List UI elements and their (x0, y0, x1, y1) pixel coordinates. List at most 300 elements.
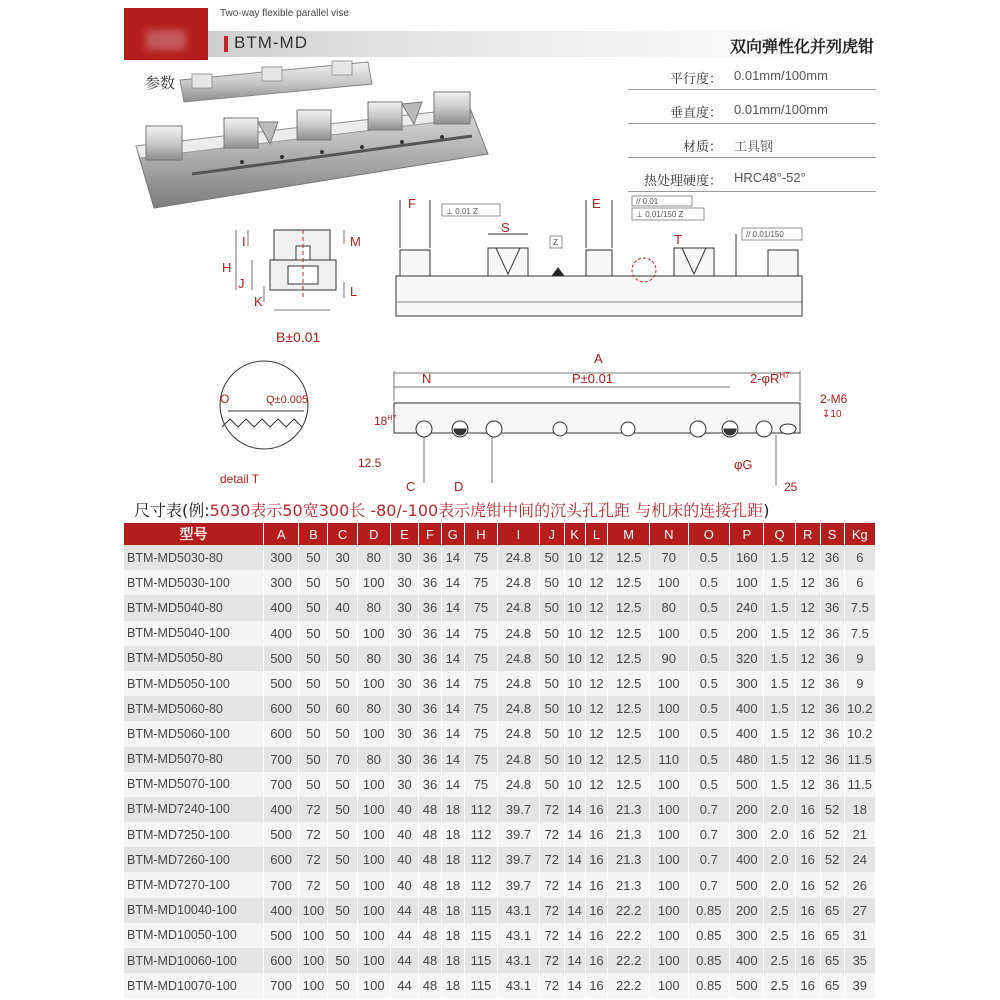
cell-value: 0.5 (688, 595, 730, 620)
cell-value: 50 (299, 721, 328, 746)
cell-value: 75 (464, 545, 497, 570)
column-header-k: K (564, 523, 585, 545)
cell-value: 50 (328, 847, 357, 872)
front-elevation (396, 200, 802, 316)
cell-value: 43.1 (498, 973, 540, 998)
detail-t-caption: detail T (220, 472, 260, 486)
cell-value: 16 (795, 822, 820, 847)
dim-25-label: 25 (784, 480, 798, 494)
cell-value: 14 (441, 646, 464, 671)
cell-value: 75 (464, 595, 497, 620)
cell-value: 14 (441, 570, 464, 595)
cell-value: 100 (357, 721, 390, 746)
cell-value: 500 (263, 822, 298, 847)
cell-value: 50 (299, 696, 328, 721)
cell-value: 50 (299, 646, 328, 671)
cell-value: 50 (328, 772, 357, 797)
cell-model: BTM-MD5030-100 (124, 570, 263, 595)
cell-value: 240 (730, 595, 764, 620)
cell-value: 12 (795, 671, 820, 696)
cell-value: 24 (844, 847, 875, 872)
cell-value: 100 (357, 973, 390, 998)
cell-model: BTM-MD10060-100 (124, 948, 263, 973)
cell-value: 24.8 (498, 671, 540, 696)
cell-value: 16 (795, 872, 820, 897)
cell-value: 0.5 (688, 696, 730, 721)
cell-value: 100 (650, 898, 689, 923)
cell-value: 14 (564, 822, 585, 847)
cell-value: 31 (844, 923, 875, 948)
cell-value: 12.5 (608, 747, 650, 772)
cell-model: BTM-MD7250-100 (124, 822, 263, 847)
cell-value: 52 (820, 797, 844, 822)
cell-value: 100 (299, 898, 328, 923)
cell-value: 36 (419, 721, 442, 746)
cell-value: 65 (820, 898, 844, 923)
cell-value: 16 (795, 923, 820, 948)
cell-value: 36 (820, 621, 844, 646)
dim-12-5-label: 12.5 (358, 456, 382, 470)
cell-value: 160 (730, 545, 764, 570)
cell-value: 30 (390, 646, 418, 671)
column-header-l: L (585, 523, 608, 545)
column-header-model: 型号 (124, 523, 263, 545)
cell-value: 72 (539, 973, 564, 998)
cell-value: 100 (357, 948, 390, 973)
cell-value: 500 (263, 923, 298, 948)
spec-value: 0.01mm/100mm (734, 68, 828, 83)
cell-value: 18 (441, 797, 464, 822)
table-row (124, 923, 876, 948)
tol-perpendicular: ⊥ 0.01 Z (446, 207, 478, 216)
dim-E-label: E (592, 196, 601, 211)
cell-value: 700 (263, 747, 298, 772)
cell-value: 36 (419, 772, 442, 797)
dim-M-label: M (350, 234, 361, 249)
cell-value: 480 (730, 747, 764, 772)
cell-value: 0.7 (688, 822, 730, 847)
dim-K-label: K (254, 294, 263, 309)
cell-value: 75 (464, 671, 497, 696)
column-header-kg: Kg (844, 523, 875, 545)
spec-value: 0.01mm/100mm (734, 102, 828, 117)
table-row (124, 898, 876, 923)
cell-value: 18 (441, 973, 464, 998)
cell-value: 16 (585, 923, 608, 948)
column-header-b: B (299, 523, 328, 545)
column-header-c: C (328, 523, 357, 545)
cell-value: 10 (564, 671, 585, 696)
cell-value: 16 (795, 797, 820, 822)
cell-value: 24.8 (498, 721, 540, 746)
cell-value: 14 (441, 747, 464, 772)
cell-value: 50 (328, 671, 357, 696)
cell-value: 12 (585, 671, 608, 696)
cell-value: 12 (795, 595, 820, 620)
cell-value: 70 (328, 747, 357, 772)
cell-value: 10 (564, 595, 585, 620)
cell-value: 2.5 (764, 898, 795, 923)
cell-value: 72 (539, 898, 564, 923)
cell-value: 14 (564, 898, 585, 923)
cell-model: BTM-MD5050-100 (124, 671, 263, 696)
cell-value: 72 (539, 822, 564, 847)
cell-value: 100 (357, 570, 390, 595)
cell-value: 112 (464, 847, 497, 872)
cell-value: 36 (419, 646, 442, 671)
cell-value: 22.2 (608, 973, 650, 998)
cell-value: 12 (585, 595, 608, 620)
cell-value: 30 (390, 772, 418, 797)
cell-value: 1.5 (764, 545, 795, 570)
tol-perpendicular-150: ⊥ 0.01/150 Z (636, 210, 684, 219)
cell-value: 18 (844, 797, 875, 822)
column-header-e: E (390, 523, 418, 545)
cell-value: 14 (441, 721, 464, 746)
cell-value: 0.85 (688, 923, 730, 948)
cell-value: 30 (390, 696, 418, 721)
cell-value: 1.5 (764, 747, 795, 772)
cell-value: 0.5 (688, 570, 730, 595)
cell-value: 10 (564, 570, 585, 595)
cell-value: 16 (585, 822, 608, 847)
column-header-r: R (795, 523, 820, 545)
cell-value: 1.5 (764, 721, 795, 746)
cell-value: 36 (419, 747, 442, 772)
cell-value: 2.5 (764, 923, 795, 948)
cell-value: 50 (328, 948, 357, 973)
cell-value: 50 (539, 595, 564, 620)
cell-value: 30 (390, 595, 418, 620)
cell-value: 14 (564, 973, 585, 998)
cell-value: 112 (464, 822, 497, 847)
dim-C-label: C (406, 479, 416, 494)
cell-value: 200 (730, 621, 764, 646)
cell-value: 50 (328, 822, 357, 847)
dim-18-label: $18^{H7}$ (374, 414, 397, 428)
cell-value: 1.5 (764, 646, 795, 671)
cell-value: 6 (844, 570, 875, 595)
cell-value: 44 (390, 898, 418, 923)
cell-value: 72 (539, 872, 564, 897)
cell-value: 48 (419, 872, 442, 897)
cell-value: 75 (464, 747, 497, 772)
caption-prefix: 尺寸表(例: (134, 501, 210, 520)
cell-value: 16 (795, 898, 820, 923)
dim-I-label: I (242, 234, 246, 249)
tol-parallel-150: // 0.01/150 (746, 230, 784, 239)
cell-model: BTM-MD5060-80 (124, 696, 263, 721)
cell-value: 18 (441, 822, 464, 847)
cell-value: 100 (650, 696, 689, 721)
title-accent (224, 36, 228, 52)
cell-value: 50 (539, 696, 564, 721)
cell-value: 36 (419, 621, 442, 646)
cell-value: 35 (844, 948, 875, 973)
cell-value: 12 (795, 696, 820, 721)
cell-value: 18 (441, 898, 464, 923)
cell-value: 9 (844, 646, 875, 671)
cell-value: 50 (539, 671, 564, 696)
cell-value: 50 (299, 671, 328, 696)
cell-value: 65 (820, 923, 844, 948)
cell-value: 12.5 (608, 721, 650, 746)
cell-value: 0.5 (688, 671, 730, 696)
cell-value: 100 (650, 872, 689, 897)
cell-value: 1.5 (764, 570, 795, 595)
cell-value: 48 (419, 847, 442, 872)
cell-value: 65 (820, 973, 844, 998)
cell-value: 90 (650, 646, 689, 671)
cell-value: 21 (844, 822, 875, 847)
cell-value: 10 (564, 696, 585, 721)
cell-value: 1.5 (764, 696, 795, 721)
cell-value: 100 (650, 923, 689, 948)
cell-value: 0.5 (688, 646, 730, 671)
cell-value: 12 (585, 646, 608, 671)
column-header-o: O (688, 523, 730, 545)
table-row (124, 948, 876, 973)
cell-value: 40 (328, 595, 357, 620)
cell-value: 16 (585, 973, 608, 998)
dim-F-label: F (408, 196, 416, 211)
cell-value: 500 (730, 872, 764, 897)
column-header-j: J (539, 523, 564, 545)
cell-value: 100 (650, 772, 689, 797)
cell-value: 50 (328, 898, 357, 923)
dim-depth-label: ↧10 (822, 409, 842, 420)
cell-value: 44 (390, 948, 418, 973)
cell-value: 50 (539, 545, 564, 570)
cell-value: 50 (539, 621, 564, 646)
cell-value: 100 (357, 923, 390, 948)
tol-parallel-1: // 0.01 (636, 197, 659, 206)
cell-value: 50 (328, 923, 357, 948)
cell-value: 12.5 (608, 772, 650, 797)
cell-model: BTM-MD5040-100 (124, 621, 263, 646)
cell-value: 14 (441, 545, 464, 570)
cell-value: 12.5 (608, 671, 650, 696)
cell-value: 100 (650, 847, 689, 872)
cell-value: 18 (441, 872, 464, 897)
cell-value: 14 (441, 696, 464, 721)
cell-value: 1.5 (764, 621, 795, 646)
english-subtitle: Two-way flexible parallel vise (220, 8, 349, 19)
cell-value: 12 (585, 570, 608, 595)
cell-value: 112 (464, 797, 497, 822)
cell-value: 12 (585, 721, 608, 746)
cell-value: 44 (390, 923, 418, 948)
cell-value: 100 (357, 797, 390, 822)
cross-section-profile (270, 230, 336, 300)
dim-O-label: O (220, 392, 230, 406)
cell-value: 14 (564, 923, 585, 948)
cell-value: 80 (650, 595, 689, 620)
cell-value: 12.5 (608, 545, 650, 570)
cell-value: 11.5 (844, 772, 875, 797)
cell-value: 21.3 (608, 797, 650, 822)
cell-value: 50 (539, 721, 564, 746)
cell-model: BTM-MD10050-100 (124, 923, 263, 948)
cell-value: 43.1 (498, 923, 540, 948)
cell-value: 22.2 (608, 948, 650, 973)
cell-value: 12 (585, 621, 608, 646)
cell-value: 2.5 (764, 973, 795, 998)
dim-D-label: D (454, 479, 464, 494)
cell-value: 72 (299, 847, 328, 872)
cell-value: 0.85 (688, 898, 730, 923)
table-row (124, 747, 876, 772)
cell-value: 1.5 (764, 772, 795, 797)
cell-value: 400 (263, 595, 298, 620)
cell-value: 75 (464, 570, 497, 595)
cell-value: 21.3 (608, 847, 650, 872)
cell-value: 12 (795, 570, 820, 595)
cell-value: 16 (795, 973, 820, 998)
cell-value: 50 (299, 545, 328, 570)
cell-value: 52 (820, 872, 844, 897)
cell-value: 100 (299, 973, 328, 998)
cell-value: 6 (844, 545, 875, 570)
cell-value: 12.5 (608, 621, 650, 646)
cell-value: 11.5 (844, 747, 875, 772)
cell-value: 115 (464, 973, 497, 998)
cell-value: 39.7 (498, 847, 540, 872)
table-row (124, 646, 876, 671)
column-header-f: F (419, 523, 442, 545)
cell-value: 12 (585, 772, 608, 797)
cell-value: 36 (820, 747, 844, 772)
spec-material (628, 130, 876, 158)
cell-value: 43.1 (498, 898, 540, 923)
cell-value: 12.5 (608, 646, 650, 671)
cell-value: 30 (390, 721, 418, 746)
cell-value: 52 (820, 822, 844, 847)
dim-N-label: N (422, 371, 432, 386)
cell-value: 80 (357, 595, 390, 620)
cell-value: 12 (795, 621, 820, 646)
cell-value: 40 (390, 847, 418, 872)
cell-value: 36 (820, 646, 844, 671)
cell-value: 44 (390, 973, 418, 998)
cell-value: 24.8 (498, 772, 540, 797)
cell-value: 400 (263, 898, 298, 923)
datum-z: Z (553, 238, 558, 247)
cell-value: 36 (419, 595, 442, 620)
cell-value: 12 (585, 696, 608, 721)
cell-value: 7.5 (844, 595, 875, 620)
cell-value: 100 (357, 621, 390, 646)
table-body (124, 545, 876, 998)
cell-value: 60 (328, 696, 357, 721)
cell-value: 2.0 (764, 822, 795, 847)
cell-value: 115 (464, 898, 497, 923)
cell-value: 36 (419, 696, 442, 721)
spec-perpendicularity (628, 96, 876, 124)
cell-value: 14 (441, 621, 464, 646)
cell-value: 115 (464, 948, 497, 973)
cell-value: 30 (390, 671, 418, 696)
cell-value: 12.5 (608, 595, 650, 620)
cell-value: 26 (844, 872, 875, 897)
cell-model: BTM-MD5070-100 (124, 772, 263, 797)
cell-value: 100 (650, 721, 689, 746)
cell-value: 80 (357, 747, 390, 772)
table-row (124, 545, 876, 570)
cell-value: 0.5 (688, 545, 730, 570)
spec-key: 热处理硬度： (643, 174, 722, 189)
column-header-i: I (498, 523, 540, 545)
cell-value: 14 (441, 671, 464, 696)
cell-value: 100 (357, 898, 390, 923)
cell-value: 10 (564, 621, 585, 646)
cell-value: 12.5 (608, 570, 650, 595)
dim-Q-label: Q±0.005 (266, 394, 309, 406)
cell-value: 10.2 (844, 696, 875, 721)
cell-value: 30 (390, 570, 418, 595)
cell-model: BTM-MD10070-100 (124, 973, 263, 998)
cell-value: 2.0 (764, 797, 795, 822)
cell-value: 75 (464, 621, 497, 646)
cell-value: 50 (299, 595, 328, 620)
cell-value: 115 (464, 923, 497, 948)
cell-value: 320 (730, 646, 764, 671)
cell-value: 0.7 (688, 797, 730, 822)
cell-value: 72 (539, 797, 564, 822)
cell-value: 36 (419, 570, 442, 595)
model-series: BTM-MD (234, 33, 308, 52)
cell-value: 75 (464, 646, 497, 671)
cell-value: 100 (730, 570, 764, 595)
column-header-p: P (730, 523, 764, 545)
cell-value: 10 (564, 545, 585, 570)
table-row (124, 847, 876, 872)
cell-value: 30 (328, 545, 357, 570)
cell-value: 16 (795, 847, 820, 872)
cell-model: BTM-MD5030-80 (124, 545, 263, 570)
cell-value: 110 (650, 747, 689, 772)
cell-value: 14 (564, 797, 585, 822)
cell-value: 50 (328, 621, 357, 646)
cell-value: 80 (357, 696, 390, 721)
cell-value: 400 (730, 721, 764, 746)
cell-value: 39.7 (498, 822, 540, 847)
cell-value: 50 (299, 747, 328, 772)
cell-value: 24.8 (498, 696, 540, 721)
cell-value: 16 (585, 872, 608, 897)
cell-value: 48 (419, 923, 442, 948)
table-row (124, 797, 876, 822)
spec-key: 垂直度： (669, 106, 722, 121)
cell-value: 24.8 (498, 545, 540, 570)
cell-value: 500 (730, 973, 764, 998)
spec-hardness (628, 164, 876, 192)
cell-value: 24.8 (498, 747, 540, 772)
column-header-a: A (263, 523, 298, 545)
product-title: 双向弹性化并列虎钳 (729, 37, 874, 56)
cell-value: 100 (650, 797, 689, 822)
dim-G-label: φG (734, 457, 753, 472)
cell-value: 21.3 (608, 822, 650, 847)
cell-value: 50 (328, 973, 357, 998)
cell-model: BTM-MD5050-80 (124, 646, 263, 671)
spec-value: 工具钢 (734, 139, 774, 154)
cell-value: 100 (357, 671, 390, 696)
cell-value: 16 (585, 847, 608, 872)
cell-value: 300 (730, 822, 764, 847)
cell-value: 39.7 (498, 797, 540, 822)
cell-value: 36 (820, 671, 844, 696)
